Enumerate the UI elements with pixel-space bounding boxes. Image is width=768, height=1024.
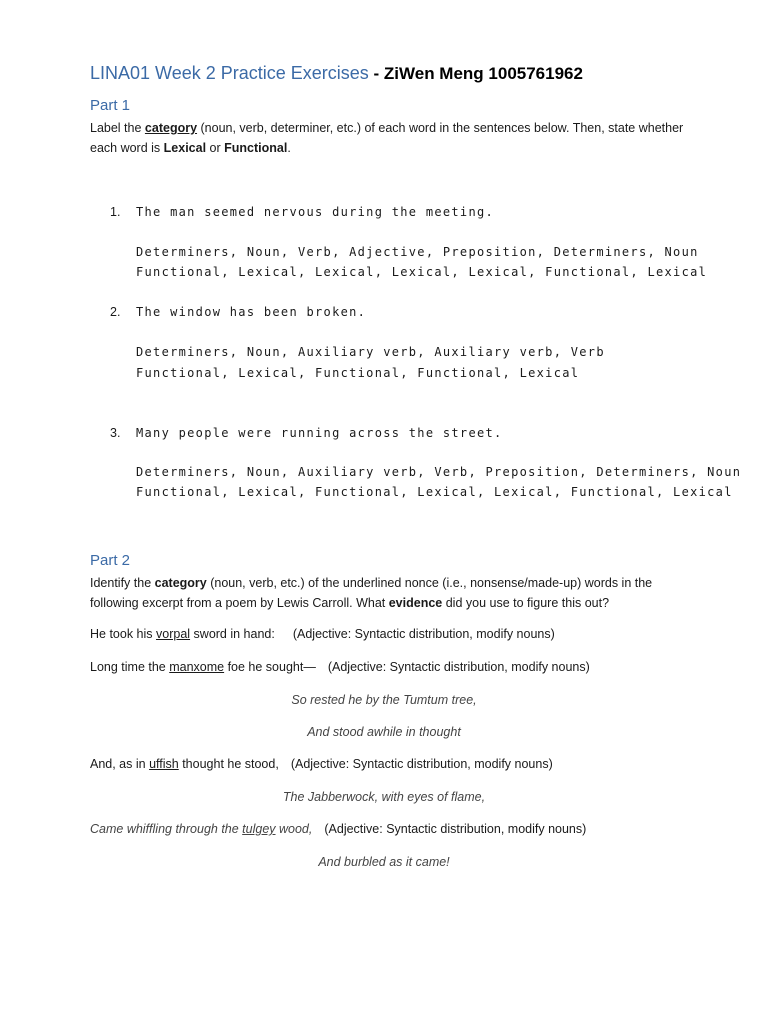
sentence-2: The window has been broken. [136,305,367,319]
answer-2: (Adjective: Syntactic distribution, modify nouns) [327,660,590,674]
poem-verse-3: The Jabberwock, with eyes of flame, [282,790,486,804]
poem-verse-1: So rested he by the Tumtum tree, [291,693,477,707]
answer-1: (Adjective: Syntactic distribution, modify nouns) [292,627,555,641]
poem-line-3: And, as in uffish thought he stood, (Adjective: Syntactic distribution, modify nouns) [90,757,553,771]
item-number: 2. [110,305,121,319]
nonce-word-uffish: uffish [149,757,179,771]
nonce-word-vorpal: vorpal [156,627,191,641]
sentence-1-types: Functional, Lexical, Lexical, Lexical, Lexical, Functional, Lexical [136,265,708,279]
part1-instructions: Label the category (noun, verb, determiner, etc.) of each word in the sentences below. Then, state whether each word is Lexical or Functional. [90,121,684,155]
poem-line-2: Long time the manxome foe he sought— (Adjective: Syntactic distribution, modify nouns) [90,660,590,674]
sentence-3-categories: Determiners, Noun, Auxiliary verb, Verb, Preposition, Determiners, Noun [136,465,742,479]
answer-3: (Adjective: Syntactic distribution, modify nouns) [290,757,553,771]
sentence-2-types: Functional, Lexical, Functional, Functional, Lexical [136,366,580,380]
sentence-3: Many people were running across the street. [136,426,503,440]
part1-heading: Part 1 [90,97,131,114]
poem-verse-4: And burbled as it came! [318,855,450,869]
sentence-1-categories: Determiners, Noun, Verb, Adjective, Preposition, Determiners, Noun [136,245,699,259]
poem-line-1: He took his vorpal sword in hand: (Adjective: Syntactic distribution, modify nouns) [90,627,555,641]
part2-heading: Part 2 [90,552,131,569]
item-number: 1. [110,205,121,219]
item-number: 3. [110,426,121,440]
course-title: LINA01 Week 2 Practice Exercises [90,63,369,83]
poem-verse-2: And stood awhile in thought [307,725,461,739]
author-name: - ZiWen Meng 1005761962 [368,64,583,83]
nonce-word-tulgey: tulgey [242,822,276,836]
poem-line-4: Came whiffling through the tulgey wood, (Adjective: Syntactic distribution, modify nouns) [90,822,587,836]
sentence-3-types: Functional, Lexical, Functional, Lexical, Lexical, Functional, Lexical [136,485,733,499]
sentence-2-categories: Determiners, Noun, Auxiliary verb, Auxiliary verb, Verb [136,345,605,359]
answer-4: (Adjective: Syntactic distribution, modify nouns) [324,822,587,836]
sentence-1: The man seemed nervous during the meeting. [136,205,495,219]
nonce-word-manxome: manxome [169,660,225,674]
page-title [90,63,583,84]
part2-instructions: Identify the category (noun, verb, etc.) of the underlined nonce (i.e., nonsense/made-up) words in the following excerpt from a poem by Lewis Carroll. What evidence did you use to figure this out? [90,576,653,610]
